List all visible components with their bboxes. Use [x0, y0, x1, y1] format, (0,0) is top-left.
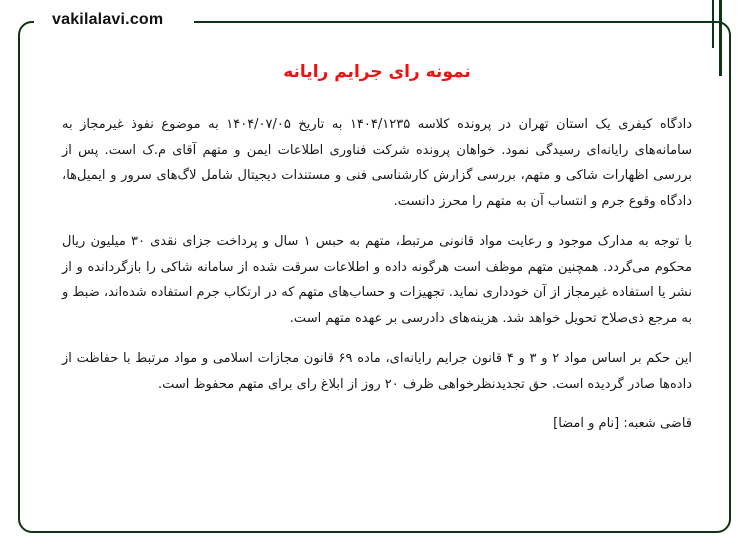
document-title: نمونه رای جرایم رایانه — [283, 62, 471, 82]
decorative-line — [712, 0, 714, 48]
paragraph-verdict: با توجه به مدارک موجود و رعایت مواد قانونی مرتبط، متهم به حبس ۱ سال و پرداخت جزای نقدی ۳۰ میلیون ریال محکوم می‌گردد. همچنین متهم موظف است هرگونه داده و اطلاعات سرقت شده از سامانه شاکی را بازگردانده و از نشر یا استفاده غیرمجاز از آن خودداری نماید. تجهیزات و حساب‌های متهم که در ارتکاب جرم استفاده شده‌اند، ضبط و به مرجع ذی‌صلاح تحویل خواهد شد. هزینه‌های دادرسی بر عهده متهم است. — [62, 234, 692, 326]
decorative-line — [719, 0, 722, 76]
site-watermark: vakilalavi.com — [52, 11, 164, 28]
document-body — [62, 58, 692, 436]
judge-signature: قاضی شعبه: [نام و امضا] — [553, 416, 692, 431]
paragraph-legal-basis: این حکم بر اساس مواد ۲ و ۳ و ۴ قانون جرایم رایانه‌ای، ماده ۶۹ قانون مجازات اسلامی و مواد مرتبط با حفاظت از داده‌ها صادر گردیده است. حق تجدیدنظرخواهی ظرف ۲۰ روز از ابلاغ رای برای متهم محفوظ است. — [62, 351, 693, 392]
paragraph-case-summary: دادگاه کیفری یک استان تهران در پرونده کلاسه ۱۴۰۴/۱۲۳۵ به تاریخ ۱۴۰۴/۰۷/۰۵ به موضوع نفوذ غیرمجاز به سامانه‌های رایانه‌ای رسیدگی نمود. خواهان پرونده شرکت فناوری اطلاعات ایمن و متهم آقای م.ک است. پس از بررسی اظهارات شاکی و متهم، بررسی گزارش کارشناسی فنی و مستندات دیجیتال شامل لاگ‌های سرور و ایمیل‌ها، دادگاه وقوع جرم و انتساب آن به متهم را محرز دانست. — [62, 117, 693, 209]
